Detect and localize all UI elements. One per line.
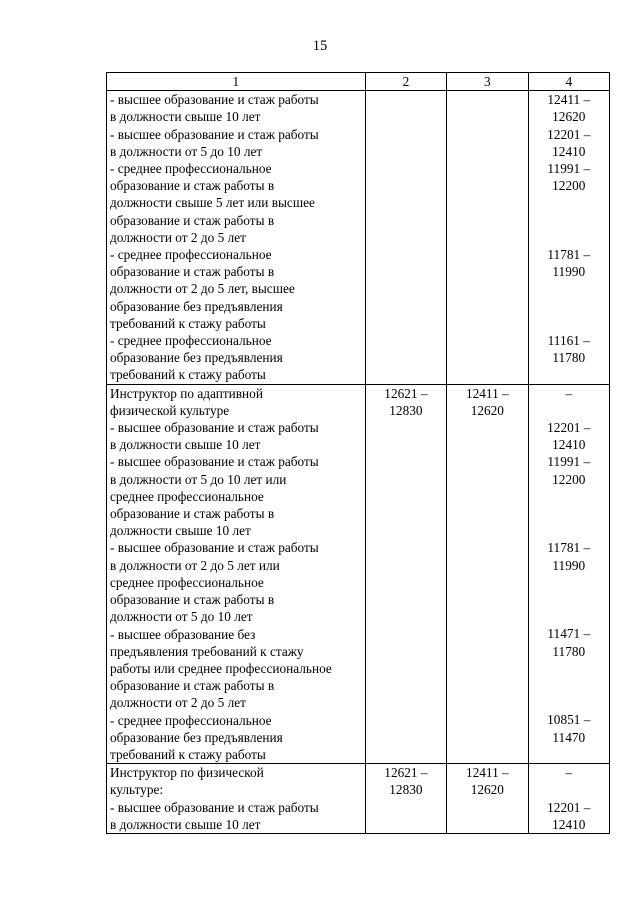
cell-line: - высшее образование и стаж работы [110, 454, 319, 470]
cell-line [532, 660, 606, 677]
cell-line: 12201 – [547, 126, 591, 142]
cell-line [532, 280, 606, 297]
cell-line: предъявления требований к стажу [110, 643, 304, 659]
page-number: 15 [312, 38, 328, 54]
table-cell-col3 [447, 764, 528, 834]
table-cell-col4 [528, 764, 609, 834]
cell-line: 11780 [552, 350, 586, 366]
table-body [107, 73, 610, 834]
cell-line: - среднее профессиональное [110, 333, 272, 349]
cell-line: 11991 – [547, 161, 591, 177]
cell-line: должности от 2 до 5 лет [110, 695, 246, 711]
cell-line: - среднее профессиональное [110, 161, 272, 177]
cell-line: требований к стажу работы [110, 315, 266, 331]
cell-line: 12201 – [547, 799, 591, 815]
cell-line: 11780 [552, 643, 586, 659]
table-cell-col3 [447, 384, 528, 763]
cell-line: должности свыше 10 лет [110, 523, 251, 539]
cell-line: должности от 2 до 5 лет [110, 229, 246, 245]
table-cell-col1 [107, 764, 366, 834]
cell-line: образование и стаж работы в [110, 678, 275, 694]
cell-line: 12411 – [547, 92, 591, 108]
cell-line: 12411 – [465, 765, 509, 781]
cell-line: - высшее образование и стаж работы [110, 420, 319, 436]
cell-line [532, 591, 606, 608]
cell-line: 12620 [470, 782, 504, 798]
cell-line: образование и стаж работы в [110, 506, 275, 522]
cell-line: 12200 [552, 471, 586, 487]
cell-line: 11471 – [547, 626, 591, 642]
cell-line [532, 677, 606, 694]
cell-line: 12200 [552, 178, 586, 194]
cell-line: среднее профессиональное [110, 488, 264, 504]
cell-line [532, 212, 606, 229]
table-row [107, 764, 610, 834]
cell-line: в должности свыше 10 лет [110, 437, 261, 453]
cell-line: образование и стаж работы в [110, 264, 275, 280]
cell-line [532, 488, 606, 505]
cell-line: должности от 2 до 5 лет, высшее [110, 281, 295, 297]
cell-line: - высшее образование и стаж работы [110, 126, 319, 142]
cell-line: - среднее профессиональное [110, 247, 272, 263]
table-cell-col3 [447, 91, 528, 384]
salary-table [106, 72, 610, 834]
table-cell-col2 [365, 384, 446, 763]
cell-line: - высшее образование и стаж работы [110, 92, 319, 108]
header-cell-3: 3 [447, 73, 528, 91]
cell-line [532, 574, 606, 591]
cell-line: 12411 – [465, 385, 509, 401]
cell-line: образование и стаж работы в [110, 212, 275, 228]
cell-line: 11991 – [547, 454, 591, 470]
header-cell-4: 4 [528, 73, 609, 91]
cell-line: 11470 [552, 729, 586, 745]
cell-line: 12830 [389, 402, 423, 418]
cell-line: 11781 – [547, 246, 591, 262]
cell-line: в должности свыше 10 лет [110, 816, 261, 832]
cell-line [532, 694, 606, 711]
cell-line: 12620 [470, 402, 504, 418]
cell-line: Инструктор по адаптивной [110, 385, 263, 401]
cell-line: 12201 – [547, 420, 591, 436]
cell-line: должности от 5 до 10 лет [110, 609, 253, 625]
cell-line: среднее профессиональное [110, 574, 264, 590]
table-cell-col2 [365, 91, 446, 384]
cell-line [532, 402, 606, 419]
cell-line: - высшее образование и стаж работы [110, 799, 319, 815]
cell-line: 12830 [389, 782, 423, 798]
cell-line: Инструктор по физической [110, 765, 264, 781]
cell-line: в должности от 5 до 10 лет или [110, 471, 287, 487]
cell-line [532, 505, 606, 522]
cell-line: 12621 – [384, 385, 428, 401]
cell-line: – [565, 385, 573, 401]
cell-line: 12410 [552, 816, 586, 832]
cell-line: образование без предъявления [110, 729, 283, 745]
cell-line [532, 229, 606, 246]
cell-line: 12410 [552, 437, 586, 453]
cell-line: 11990 [552, 264, 586, 280]
cell-line: 12410 [552, 143, 586, 159]
cell-line: образование и стаж работы в [110, 592, 275, 608]
cell-line: образование без предъявления [110, 298, 283, 314]
cell-line: образование без предъявления [110, 350, 283, 366]
header-cell-1: 1 [107, 73, 366, 91]
cell-line [532, 298, 606, 315]
cell-line: 12620 [552, 109, 586, 125]
cell-line: в должности от 2 до 5 лет или [110, 557, 280, 573]
cell-line: - среднее профессиональное [110, 712, 272, 728]
table-cell-col4 [528, 91, 609, 384]
header-row [107, 73, 610, 91]
cell-line: физической культуре [110, 402, 230, 418]
cell-line [532, 194, 606, 211]
header-cell-2: 2 [365, 73, 446, 91]
cell-line: - высшее образование и стаж работы [110, 540, 319, 556]
table-cell-col1 [107, 91, 366, 384]
cell-line: требований к стажу работы [110, 746, 266, 762]
cell-line: в должности свыше 10 лет [110, 109, 261, 125]
table-cell-col2 [365, 764, 446, 834]
table-row [107, 384, 610, 763]
cell-line: должности свыше 5 лет или высшее [110, 195, 315, 211]
cell-line: в должности от 5 до 10 лет [110, 143, 263, 159]
cell-line: - высшее образование без [110, 626, 256, 642]
cell-line: 11161 – [547, 332, 590, 348]
cell-line [532, 781, 606, 798]
cell-line: 11781 – [547, 540, 591, 556]
cell-line: 10851 – [547, 712, 591, 728]
cell-line: 12621 – [384, 765, 428, 781]
table-row [107, 91, 610, 384]
cell-line [532, 522, 606, 539]
cell-line: – [565, 765, 573, 781]
cell-line: 11990 [552, 557, 586, 573]
cell-line [532, 608, 606, 625]
table-cell-col4 [528, 384, 609, 763]
cell-line: работы или среднее профессиональное [110, 660, 332, 676]
cell-line: требований к стажу работы [110, 367, 266, 383]
cell-line: образование и стаж работы в [110, 178, 275, 194]
cell-line [532, 315, 606, 332]
table-cell-col1 [107, 384, 366, 763]
cell-line: культуре: [110, 782, 164, 798]
